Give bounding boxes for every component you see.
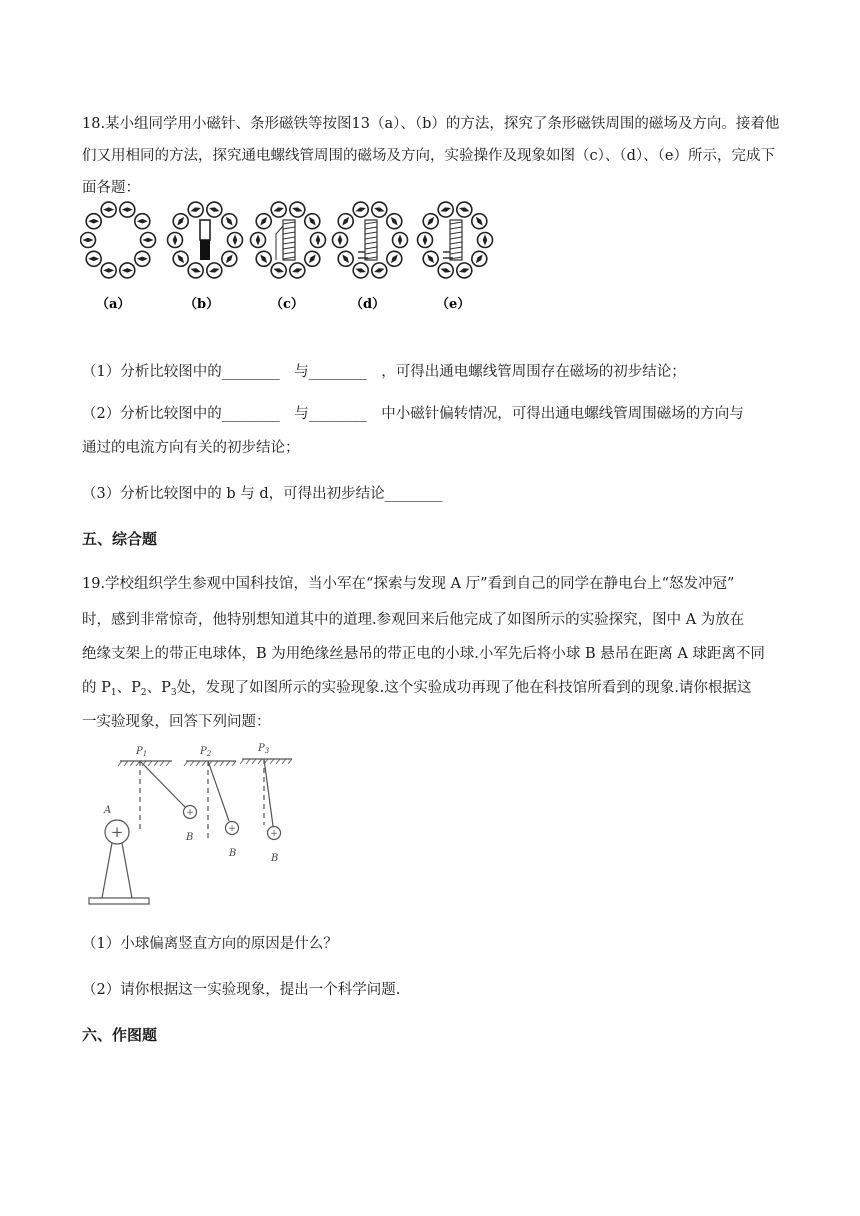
q19-line1: 19.学校组织学生参观中国科技馆，当小军在“探索与发现 A 厅”看到自己的同学在静电台上“怒发冲冠” <box>82 576 735 592</box>
compass-needle-icon <box>170 248 191 269</box>
compass-needle-icon <box>335 248 356 269</box>
label-p2: P <box>200 746 207 757</box>
q18-sub3: （3）分析比较图中的 b 与 d，可得出初步结论________ <box>82 486 443 502</box>
q19-line2: 时，感到非常惊奇，他特别想知道其中的道理.参观回来后他完成了如图所示的实验探究，图中 A 为放在 <box>82 612 745 628</box>
svg-text:P3: $P_3$ <box>258 743 270 755</box>
compass-needle-icon <box>370 261 389 280</box>
label-p3: P <box>258 743 265 754</box>
compass-needle-icon <box>436 261 455 280</box>
bar-magnet <box>200 220 210 240</box>
b2-plus: + <box>228 824 236 834</box>
q19-sub2: （2）请你根据这一实验现象，提出一个科学问题. <box>82 982 401 998</box>
q18-sub1: （1）分析比较图中的________ 与________ ，可得出通电螺线管周围存在磁场的初步结论； <box>82 364 686 380</box>
section6-title: 六、作图题 <box>82 1026 158 1044</box>
compass-needle-icon <box>219 211 240 232</box>
compass-ring <box>81 202 156 278</box>
compass-needle-icon <box>384 248 405 269</box>
compass-needle-icon <box>141 233 156 248</box>
compass-needle-icon <box>186 200 205 219</box>
compass-needle-icon <box>455 261 474 280</box>
compass-needle-icon <box>170 211 191 232</box>
compass-needle-icon <box>86 251 101 266</box>
solenoid <box>276 220 295 260</box>
q19-line3: 绝缘支架上的带正电球体，B 为用绝缘丝悬吊的带正电的小球.小军先后将小球 B 悬吊在距离 A 球距离不同 <box>82 646 765 662</box>
compass-ring <box>418 200 493 280</box>
compass-needle-icon <box>168 233 183 248</box>
magnet-compass-figure <box>80 200 520 315</box>
label-b2: B <box>229 848 237 859</box>
compass-needle-icon <box>420 248 441 269</box>
compass-needle-icon <box>469 211 490 232</box>
compass-needle-icon <box>101 263 116 278</box>
compass-needle-icon <box>228 233 243 248</box>
label-a: （a） <box>96 297 131 312</box>
compass-needle-icon <box>436 200 455 219</box>
compass-needle-icon <box>135 251 150 266</box>
compass-needle-icon <box>469 248 490 269</box>
svg-text:P1: $P_1$ <box>136 746 148 758</box>
compass-needle-icon <box>351 261 370 280</box>
compass-needle-icon <box>370 200 389 219</box>
compass-needle-icon <box>418 233 433 248</box>
compass-needle-icon <box>302 211 323 232</box>
compass-needle-icon <box>101 202 116 217</box>
compass-ring <box>168 200 243 280</box>
label-b3: B <box>271 853 279 864</box>
electrostatic-figure <box>80 735 320 910</box>
compass-needle-icon <box>81 233 96 248</box>
solenoid <box>358 220 377 260</box>
compass-needle-icon <box>251 233 266 248</box>
label-a-sphere: A <box>104 805 112 816</box>
compass-needle-icon <box>288 261 307 280</box>
section5-title: 五、综合题 <box>82 530 158 548</box>
b3-plus: + <box>270 829 278 839</box>
q18-sub2-line1: （2）分析比较图中的________ 与________ 中小磁针偏转情况，可得出通电螺线管周围磁场的方向与 <box>82 406 744 422</box>
a-plus: + <box>110 823 124 841</box>
compass-needle-icon <box>455 200 474 219</box>
label-c: （c） <box>270 297 304 312</box>
compass-needle-icon <box>478 233 493 248</box>
q19-line5: 一实验现象，回答下列问题： <box>82 714 271 730</box>
compass-needle-icon <box>253 211 274 232</box>
solenoid <box>443 220 462 260</box>
compass-needle-icon <box>393 233 408 248</box>
compass-needle-icon <box>219 248 240 269</box>
compass-needle-icon <box>420 211 441 232</box>
compass-ring <box>333 200 408 280</box>
compass-needle-icon <box>205 261 224 280</box>
compass-needle-icon <box>186 261 205 280</box>
label-b: （b） <box>184 297 220 312</box>
compass-needle-icon <box>351 200 370 219</box>
q18-intro: 18.某小组同学用小磁针、条形磁铁等按图13（a）、（b）的方法，探究了条形磁铁周围的磁场及方向。接着他们又用相同的方法，探究通电螺线管周围的磁场及方向，实验操作及现象如图（c）、（d）、（e）所示，完成下面各题： <box>82 116 780 196</box>
compass-needle-icon <box>120 263 135 278</box>
compass-needle-icon <box>384 211 405 232</box>
compass-needle-icon <box>135 214 150 229</box>
q19-line4: 的 $P_1$、$P_2$、$P_3$处，发现了如图所示的实验现象.这个实验成功再现了他在科技馆所看到的现象.请你根据这 <box>82 680 752 698</box>
compass-needle-icon <box>86 214 101 229</box>
compass-needle-icon <box>269 200 288 219</box>
compass-needle-icon <box>288 200 307 219</box>
b1-plus: + <box>186 808 194 818</box>
label-b1: B <box>186 832 194 843</box>
label-e: （e） <box>436 297 471 312</box>
compass-needle-icon <box>253 248 274 269</box>
label-d: （d） <box>350 297 386 312</box>
compass-needle-icon <box>205 200 224 219</box>
compass-needle-icon <box>333 233 348 248</box>
compass-needle-icon <box>335 211 356 232</box>
compass-needle-icon <box>269 261 288 280</box>
label-p1: P <box>136 746 143 757</box>
q18-sub2-line2: 通过的电流方向有关的初步结论； <box>82 440 300 456</box>
compass-needle-icon <box>311 233 326 248</box>
compass-needle-icon <box>120 202 135 217</box>
q19-sub1: （1）小球偏离竖直方向的原因是什么？ <box>82 936 338 952</box>
compass-ring <box>251 200 326 280</box>
svg-text:P2: $P_2$ <box>200 746 212 758</box>
compass-needle-icon <box>302 248 323 269</box>
